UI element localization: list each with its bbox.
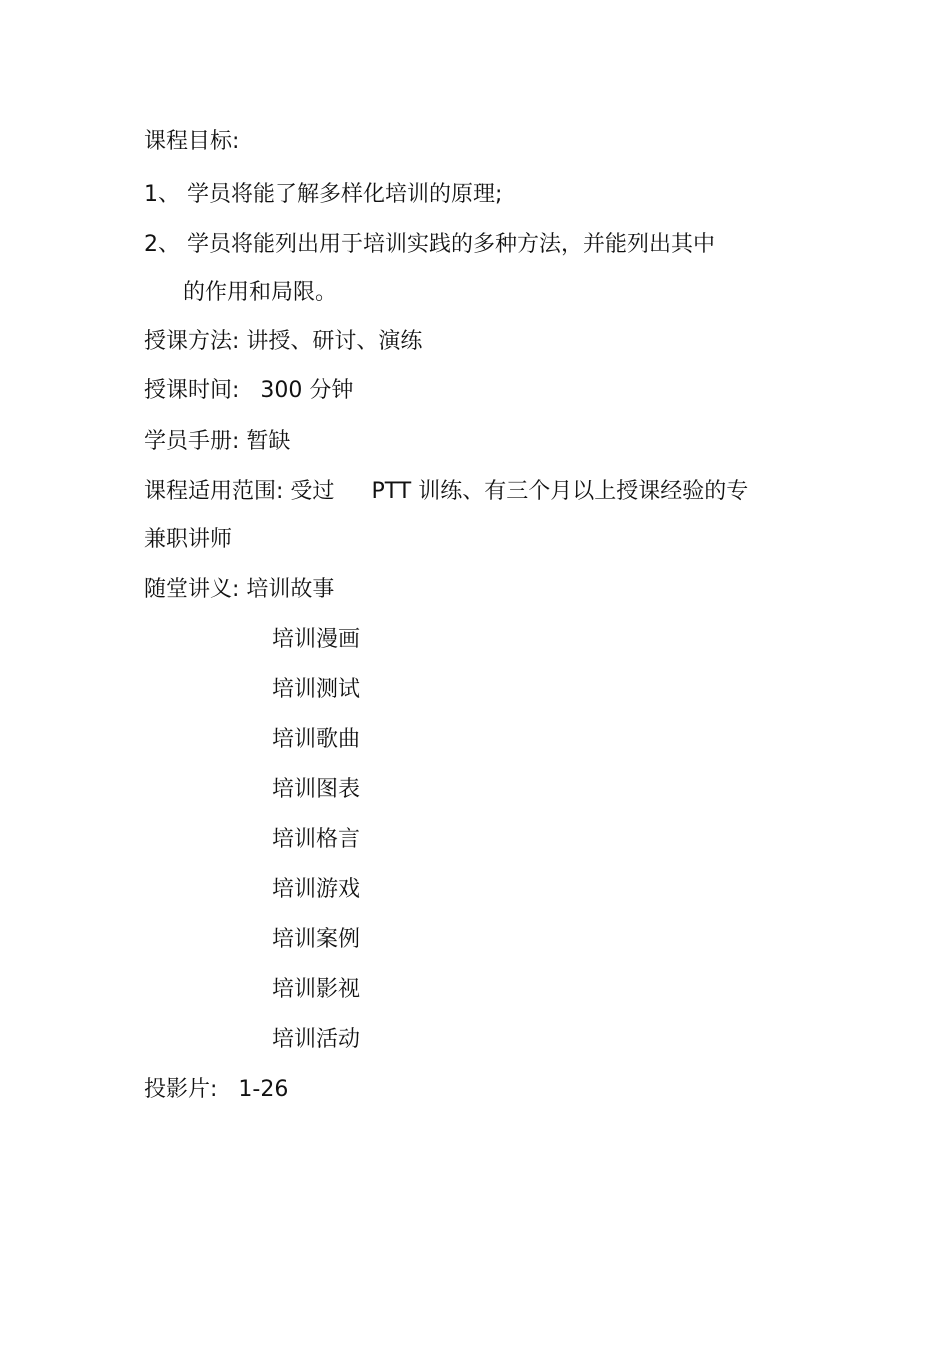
objective-item-2-continued: 的作用和局限。 (183, 280, 338, 305)
handout-item: 培训案例 (272, 927, 361, 952)
handout-item: 培训活动 (272, 1027, 361, 1052)
objective-item-2: 2、 学员将能列出用于培训实践的多种方法，并能列出其中 (144, 232, 715, 257)
handout-item: 培训影视 (272, 977, 361, 1002)
student-manual-label: 学员手册: (144, 429, 240, 454)
teaching-time-label: 授课时间: (144, 378, 240, 403)
teaching-time-row (144, 376, 353, 406)
course-scope-label: 课程适用范围: (144, 479, 284, 504)
slides-value: 1-26 (238, 1077, 289, 1102)
course-scope-continued: 兼职讲师 (144, 527, 233, 552)
objective-item-1: 1、 学员将能了解多样化培训的原理; (144, 182, 503, 207)
student-manual-value: 暂缺 (246, 429, 291, 454)
course-scope-prefix: 受过 (290, 479, 335, 504)
handouts-row (144, 575, 334, 605)
teaching-time-value: 300 分钟 (260, 378, 354, 403)
handout-item: 培训图表 (272, 777, 361, 802)
handout-item: 培训歌曲 (272, 727, 361, 752)
student-manual-row (144, 427, 290, 457)
handouts-first-item: 培训故事 (246, 577, 335, 602)
course-scope-value: PTT 训练、有三个月以上授课经验的专 (371, 479, 749, 504)
course-scope-row (144, 477, 748, 507)
handout-item: 培训漫画 (272, 627, 361, 652)
handouts-list (272, 625, 360, 1075)
teaching-method-row (144, 327, 422, 357)
slides-label: 投影片: (144, 1077, 218, 1102)
teaching-method-value: 讲授、研讨、演练 (246, 329, 423, 354)
handout-item: 培训格言 (272, 827, 361, 852)
teaching-method-label: 授课方法: (144, 329, 240, 354)
handouts-label: 随堂讲义: (144, 577, 240, 602)
objectives-heading: 课程目标: (144, 129, 240, 154)
handout-item: 培训测试 (272, 677, 361, 702)
slides-row (144, 1075, 288, 1105)
handout-item: 培训游戏 (272, 877, 361, 902)
